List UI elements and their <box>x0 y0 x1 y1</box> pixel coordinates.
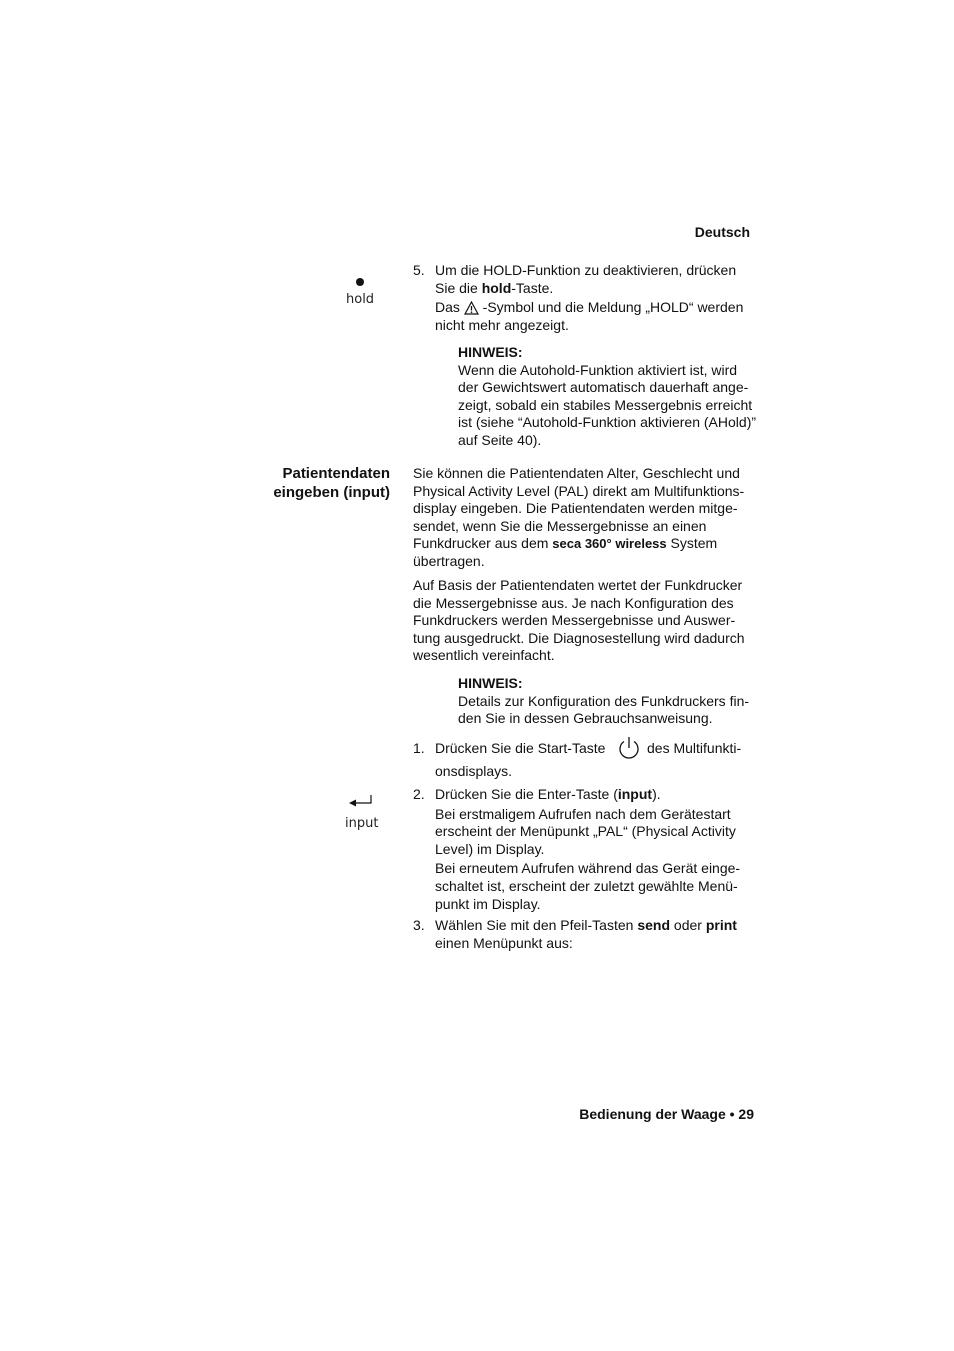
hold-key-icon <box>344 276 378 310</box>
step-2-line: schaltet ist, erscheint der zuletzt gewählte Menü- <box>435 877 738 894</box>
paragraph-1-line: Physical Activity Level (PAL) direkt am Multifunktions- <box>413 482 745 499</box>
step-2-line1-pre: Drücken Sie die Enter-Taste ( <box>435 786 618 802</box>
step-2-text <box>435 786 775 913</box>
paragraph-2-line: tung ausgedruckt. Die Diagnosestellung wird dadurch <box>413 629 745 646</box>
note-2 <box>458 675 758 728</box>
footer-section-page: Bedienung der Waage • 29 <box>579 1106 754 1122</box>
paragraph-1-line: display eingeben. Die Patientendaten werden mitge- <box>413 500 738 517</box>
product-name: seca 360° wireless <box>552 536 667 552</box>
step-5-line3-post: -Symbol und die Meldung „HOLD“ werden <box>478 299 744 316</box>
section-paragraph-2 <box>413 577 763 665</box>
step-2-line: Bei erneutem Aufrufen während das Gerät einge- <box>435 860 741 877</box>
note-1-line: auf Seite 40). <box>458 431 542 448</box>
paragraph-1-line5-post: System <box>666 535 718 552</box>
note-1-line: der Gewichtswert automatisch dauerhaft ange- <box>458 379 749 396</box>
hold-dot-icon <box>356 278 364 286</box>
paragraph-2-line: wesentlich vereinfacht. <box>413 647 555 664</box>
step-5-line2-pre: Sie die <box>435 279 482 296</box>
send-key-name: send <box>637 917 671 933</box>
step-3-line2: einen Menüpunkt aus: <box>435 934 573 951</box>
enter-arrow-icon <box>348 794 374 808</box>
step-5-line1: Um die HOLD-Funktion zu deaktivieren, drücken <box>435 262 737 278</box>
note-2-title: HINWEIS: <box>458 675 523 691</box>
step-5-line3 <box>435 299 775 317</box>
paragraph-1-line: übertragen. <box>413 552 485 569</box>
warning-triangle-icon <box>464 301 479 315</box>
input-key-name: input <box>617 786 653 802</box>
step-2-line: Level) im Display. <box>435 840 545 857</box>
power-icon <box>617 735 641 761</box>
paragraph-1-line5-pre: Funkdrucker aus dem <box>413 535 553 552</box>
print-key-name: print <box>705 917 737 933</box>
input-key-label: input <box>345 816 379 831</box>
step-1-number: 1. <box>413 740 425 756</box>
step-2-line: punkt im Display. <box>435 895 541 912</box>
step-5-number: 5. <box>413 262 425 278</box>
step-3-line1-mid: oder <box>670 917 706 933</box>
header-language: Deutsch <box>694 224 750 240</box>
paragraph-1-line <box>413 535 763 553</box>
input-key-icon <box>340 794 380 834</box>
step-2-number: 2. <box>413 786 425 802</box>
note-1-line: zeigt, sobald ein stabiles Messergebnis erreicht <box>458 396 753 413</box>
note-1-title: HINWEIS: <box>458 344 523 360</box>
step-1-text-pre: Drücken Sie die Start-Taste <box>435 740 606 756</box>
section-title <box>273 464 390 502</box>
step-2-line1-post: ). <box>652 786 661 802</box>
step-3-line1-pre: Wählen Sie mit den Pfeil-Tasten <box>435 917 638 933</box>
note-2-line: Details zur Konfiguration des Funkdruckers fin- <box>458 692 750 709</box>
hold-key-label: hold <box>346 292 375 307</box>
section-title-line2: eingeben (input) <box>273 484 390 501</box>
section-paragraph-1 <box>413 465 763 571</box>
step-5-line2 <box>435 280 775 298</box>
paragraph-2-line: Funkdruckers werden Messergebnisse und Auswer- <box>413 612 736 629</box>
step-1-text-post: des Multifunkti- <box>647 740 742 756</box>
step-1-line2: onsdisplays. <box>435 763 513 779</box>
step-3-line1 <box>435 917 775 935</box>
step-2-line: erscheint der Menüpunkt „PAL“ (Physical Activity <box>435 823 736 840</box>
step-2-line: Bei erstmaligem Aufrufen nach dem Gerätestart <box>435 805 731 822</box>
step-2-line1 <box>435 786 775 804</box>
step-5-text <box>435 262 775 334</box>
paragraph-1-line: sendet, wenn Sie die Messergebnisse an einen <box>413 517 707 534</box>
paragraph-1-line: Sie können die Patientendaten Alter, Geschlecht und <box>413 465 740 481</box>
hold-key-name: hold <box>481 279 512 296</box>
note-1-line: ist (siehe “Autohold-Funktion aktivieren (AHold)” <box>458 414 757 431</box>
paragraph-2-line: die Messergebnisse aus. Je nach Konfiguration des <box>413 594 734 611</box>
step-3-text <box>435 917 775 952</box>
step-3-number: 3. <box>413 917 425 933</box>
note-1 <box>458 344 758 450</box>
step-5-line2-post: -Taste. <box>511 279 554 296</box>
note-1-line: Wenn die Autohold-Funktion aktiviert ist, wird <box>458 361 738 378</box>
step-5-line4: nicht mehr angezeigt. <box>435 316 569 333</box>
step-5-line3-pre: Das <box>435 299 464 316</box>
note-2-line: den Sie in dessen Gebrauchsanweisung. <box>458 710 713 727</box>
section-title-line1: Patientendaten <box>282 465 390 482</box>
paragraph-2-line: Auf Basis der Patientendaten wertet der Funkdrucker <box>413 577 743 593</box>
